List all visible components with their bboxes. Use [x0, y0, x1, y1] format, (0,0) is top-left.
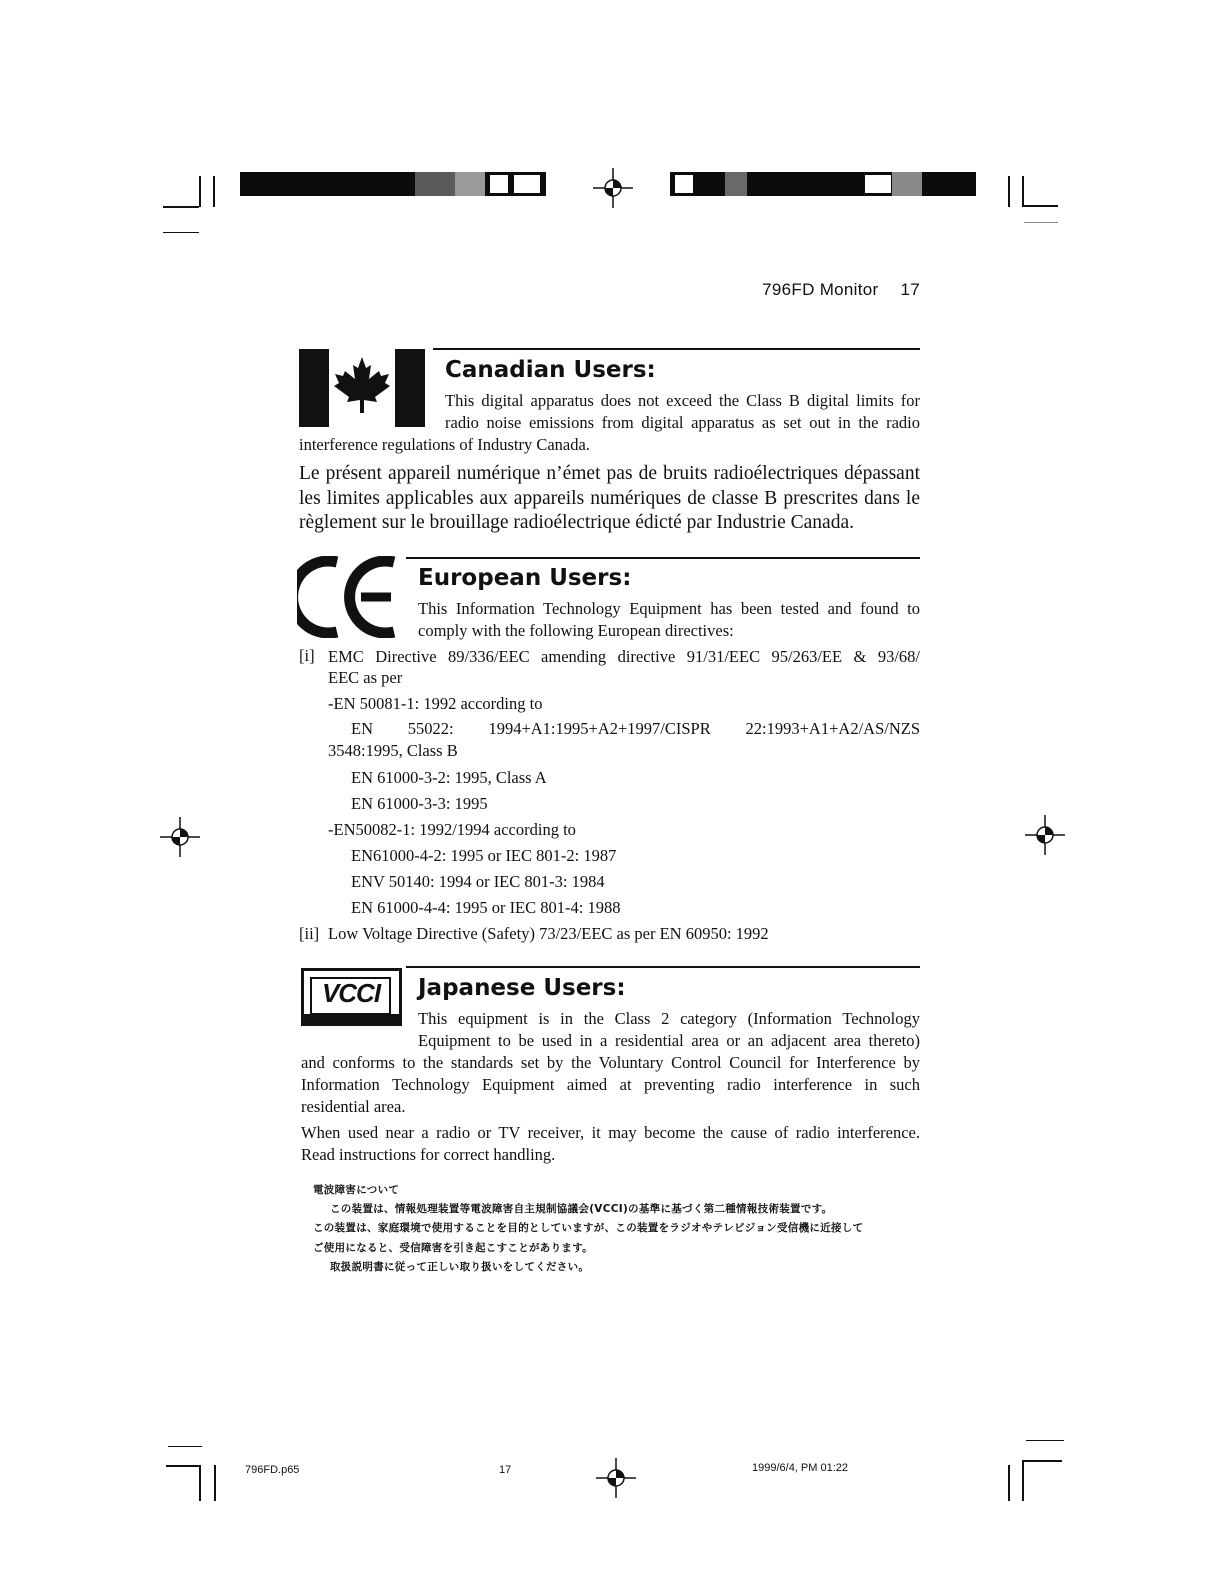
en61000-4-2-line: EN61000-4-2: 1995 or IEC 801-2: 1987	[351, 846, 617, 865]
japanese-english-line-4: Information Technology Equipment aimed at preventing radio interference in such	[301, 1075, 920, 1094]
european-intro-line-2: comply with the following European directives:	[418, 621, 734, 640]
canadian-heading: Canadian Users:	[445, 357, 656, 383]
canadian-french-line-1: Le présent appareil numérique n’émet pas de bruits radioélectriques dépassant	[299, 463, 920, 484]
japanese-notice-line-1: When used near a radio or TV receiver, it may become the cause of radio interference.	[301, 1123, 920, 1142]
en61000-3-2-line: EN 61000-3-2: 1995, Class A	[351, 768, 547, 787]
canadian-flag-icon	[299, 349, 425, 427]
canadian-english-line-3: interference regulations of Industry Canada.	[299, 435, 590, 454]
footer-timestamp: 1999/6/4, PM 01:22	[752, 1462, 849, 1474]
registration-mark-top	[593, 168, 633, 208]
japanese-notice-line-2: Read instructions for correct handling.	[301, 1145, 556, 1164]
running-title: 796FD Monitor	[762, 280, 879, 299]
registration-mark-right	[1025, 815, 1065, 855]
japanese-notice-line-b: この装置は、家庭環境で使用することを目的としていますが、この装置をラジオやテレビジョン受信機に近接して	[313, 1222, 864, 1234]
european-section-rule	[406, 557, 920, 559]
en61000-4-4-line: EN 61000-4-4: 1995 or IEC 801-4: 1988	[351, 898, 621, 917]
canadian-french-line-2: les limites applicables aux appareils numériques de classe B prescrites dans le	[299, 487, 920, 509]
vcci-logo-text: VCCI	[321, 978, 381, 1008]
japanese-english-line-2: Equipment to be used in a residential area or an adjacent area thereto)	[418, 1031, 920, 1050]
japanese-english-line-1: This equipment is in the Class 2 category (Information Technology	[418, 1009, 920, 1028]
en55022-line-2: 3548:1995, Class B	[328, 741, 458, 760]
ce-mark-icon	[297, 556, 401, 638]
canadian-section-rule	[433, 348, 920, 350]
japanese-english-line-5: residential area.	[301, 1097, 406, 1116]
japanese-notice-line-c: ご使用になると、受信障害を引き起こすことがあります。	[313, 1242, 593, 1254]
en50082-line: -EN50082-1: 1992/1994 according to	[328, 820, 576, 839]
en55022-line-1: EN 55022: 1994+A1:1995+A2+1997/CISPR 22:1993+A1+A2/AS/NZS	[351, 719, 920, 738]
en61000-3-3-line: EN 61000-3-3: 1995	[351, 794, 488, 813]
japanese-notice-line-a: この装置は、情報処理装置等電波障害自主規制協議会(VCCI)の基準に基づく第二種情報技術装置です。	[330, 1203, 833, 1215]
canadian-french-line-3: règlement sur le brouillage radioélectrique édicté par Industrie Canada.	[299, 512, 854, 533]
canadian-english-line-1: This digital apparatus does not exceed the Class B digital limits for	[445, 391, 920, 410]
european-item2-marker: [ii]	[299, 924, 320, 943]
european-item1-line-1: EMC Directive 89/336/EEC amending directive 91/31/EEC 95/263/EE & 93/68/	[328, 647, 920, 666]
japanese-notice-line-d: 取扱説明書に従って正しい取り扱いをしてください。	[330, 1261, 590, 1273]
european-heading: European Users:	[418, 565, 632, 591]
footer-page: 17	[499, 1464, 512, 1476]
european-item1-marker: [i]	[299, 646, 315, 665]
registration-mark-bottom	[596, 1458, 636, 1498]
color-bar-left	[240, 172, 546, 196]
european-item1-line-2: EEC as per	[328, 668, 403, 687]
canadian-french-paragraph	[299, 462, 920, 536]
japanese-english-line-3: and conforms to the standards set by the Voluntary Control Council for Interference by	[301, 1053, 920, 1072]
registration-mark-left	[160, 817, 200, 857]
vcci-logo	[301, 968, 402, 1026]
env50140-line: ENV 50140: 1994 or IEC 801-3: 1984	[351, 872, 605, 891]
color-bar-right	[670, 172, 976, 196]
footer-file-name: 796FD.p65	[245, 1464, 300, 1476]
japanese-section-rule	[406, 966, 920, 968]
japanese-notice-title: 電波障害について	[313, 1184, 400, 1196]
en50081-line: -EN 50081-1: 1992 according to	[328, 694, 543, 713]
page-number: 17	[900, 280, 920, 299]
european-item2-text: Low Voltage Directive (Safety) 73/23/EEC as per EN 60950: 1992	[328, 924, 769, 943]
european-intro-line-1: This Information Technology Equipment has been tested and found to	[418, 599, 920, 618]
canadian-english-line-2: radio noise emissions from digital apparatus as set out in the radio	[445, 413, 920, 432]
japanese-heading: Japanese Users:	[418, 975, 626, 1001]
